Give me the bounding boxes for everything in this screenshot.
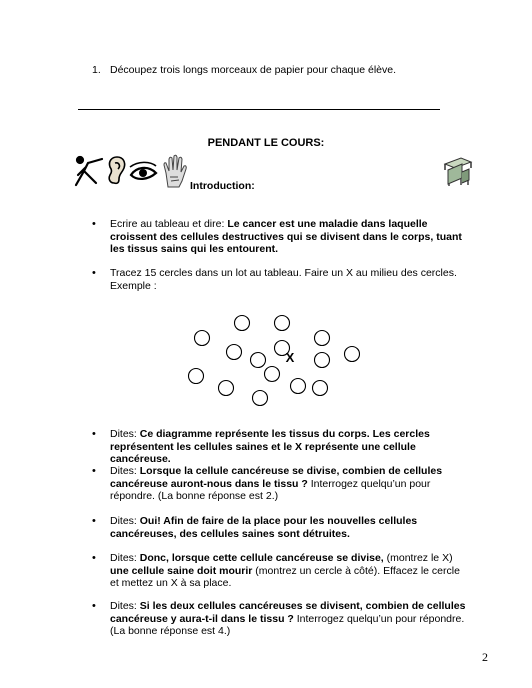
list-item: • Dites: Donc, lorsque cette cellule cancéreuse se divise, (montrez le X) une cellule saine doit mourir (montrez un cercle à côté). Effacez le cercle et mettez un X à sa place. bbox=[92, 552, 460, 589]
healthy-cell-circle bbox=[265, 367, 280, 382]
learning-style-icons bbox=[74, 153, 194, 193]
list-item: • Dites: Oui! Afin de faire de la place pour les nouvelles cellules cancéreuses, des cellules saines sont détruites. bbox=[92, 515, 418, 540]
body-movement-icon bbox=[76, 157, 102, 185]
cell-diagram bbox=[180, 308, 360, 413]
healthy-cell-circle bbox=[291, 379, 306, 394]
healthy-cell-circle bbox=[251, 353, 266, 368]
page-number: 2 bbox=[482, 650, 488, 664]
section-heading: PENDANT LE COURS: bbox=[207, 137, 325, 149]
list-item: • Dites: Ce diagramme représente les tissus du corps. Les cercles représentent les cellules saines et le X représente une cellule cancéreuse. bbox=[92, 428, 430, 465]
healthy-cell-circle bbox=[315, 353, 330, 368]
horizontal-rule bbox=[78, 109, 440, 110]
introduction-label: Introduction: bbox=[190, 180, 255, 192]
bullet-icon: • bbox=[92, 218, 96, 230]
eye-icon bbox=[130, 162, 156, 179]
bullet-icon: • bbox=[92, 600, 96, 612]
healthy-cell-circle bbox=[235, 316, 250, 331]
healthy-cell-circle bbox=[313, 381, 328, 396]
bullet-icon: • bbox=[92, 267, 96, 279]
list-item: • Ecrire au tableau et dire: Le cancer est une maladie dans laquelle croissent des cellules destructives qui se divisent dans le corps, tuant les tissus sains qui les entourent. bbox=[92, 218, 462, 255]
step-text: Découpez trois longs morceaux de papier pour chaque élève. bbox=[110, 64, 397, 76]
bullet-icon: • bbox=[92, 465, 96, 477]
healthy-cell-circle bbox=[219, 381, 234, 396]
bullet-icon: • bbox=[92, 552, 96, 564]
healthy-cell-circle bbox=[195, 331, 210, 346]
healthy-cell-circle bbox=[227, 345, 242, 360]
cancer-cell-mark: X bbox=[285, 350, 295, 365]
healthy-cell-circle bbox=[275, 316, 290, 331]
instruction-step bbox=[92, 64, 396, 76]
bullet-icon: • bbox=[92, 515, 96, 527]
healthy-cell-circle bbox=[345, 347, 360, 362]
list-item: • Tracez 15 cercles dans un lot au tableau. Faire un X au milieu des cercles. Exemple : bbox=[92, 267, 457, 292]
ear-icon bbox=[109, 157, 124, 183]
bullet-icon: • bbox=[92, 428, 96, 440]
step-number: 1. bbox=[92, 64, 101, 76]
healthy-cell-circle bbox=[315, 331, 330, 346]
healthy-cell-circle bbox=[189, 369, 204, 384]
desk-icon bbox=[443, 152, 473, 186]
hand-icon bbox=[164, 155, 186, 187]
list-item: • Dites: Si les deux cellules cancéreuses se divisent, combien de cellules cancéreuse y aura-t-il dans le tissu ? Interrogez quelqu’un pour répondre. (La bonne réponse est 4.) bbox=[92, 600, 466, 637]
healthy-cell-circle bbox=[253, 391, 268, 406]
list-item: • Dites: Lorsque la cellule cancéreuse se divise, combien de cellules cancéreuse auront-nous dans le tissu ? Interrogez quelqu’un pour répondre. (La bonne réponse est 2.) bbox=[92, 465, 443, 502]
